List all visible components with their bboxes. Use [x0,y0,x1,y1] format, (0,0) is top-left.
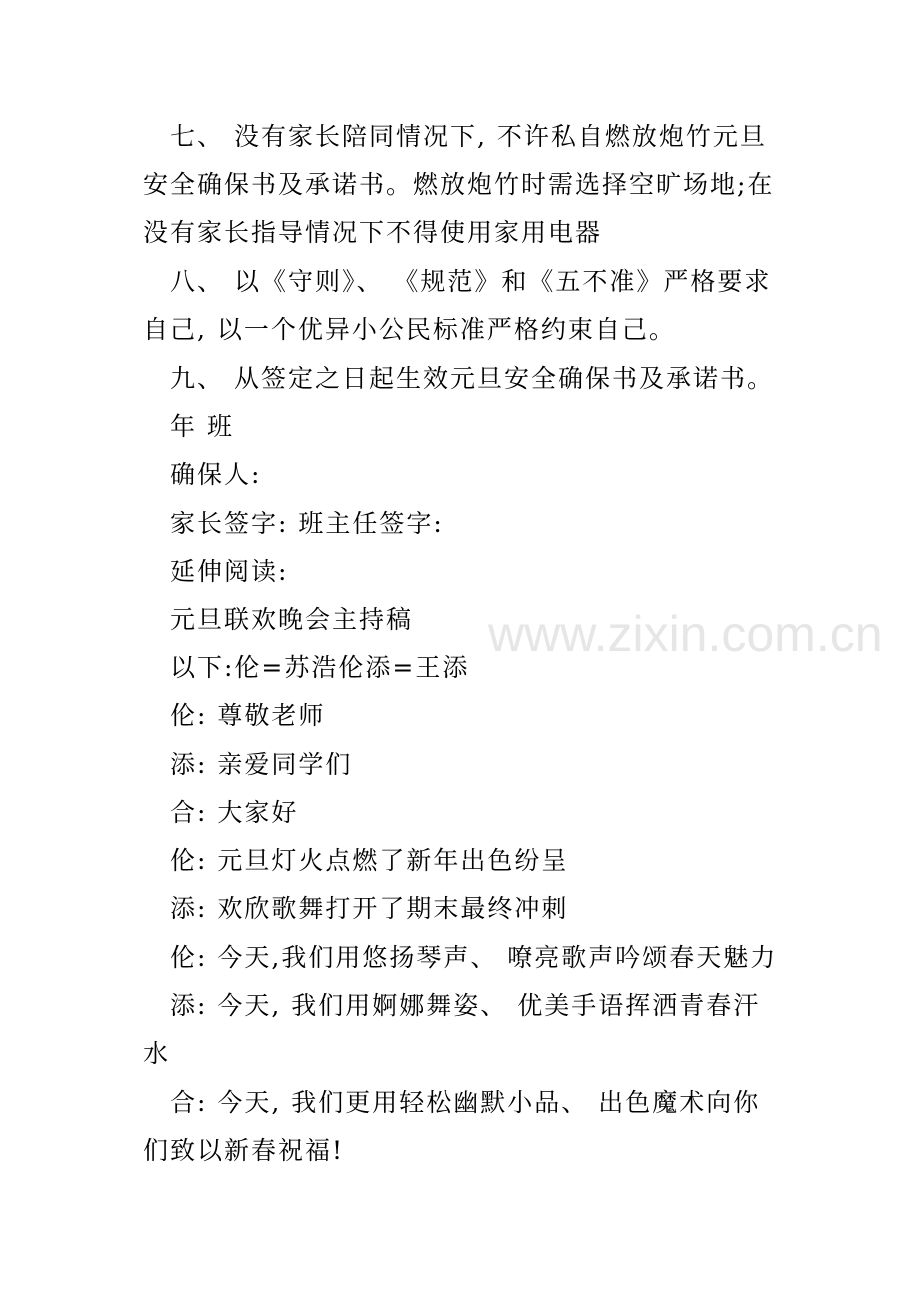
text-line: 以下:伦=苏浩伦添=王添 [170,653,470,682]
text-line: 确保人: [170,460,262,489]
text-line: 安全确保书及承诺书。燃放炮竹时需选择空旷场地;在 [143,170,775,199]
text-line: 伦: 今天,我们用悠扬琴声、 嘹亮歌声吟颂春天魅力 [170,943,778,972]
text-line: 伦: 元旦灯火点燃了新年出色纷呈 [170,846,569,875]
text-line: 合: 大家好 [170,798,299,827]
text-line: 家长签字: 班主任签字: [170,509,444,538]
text-line: 们致以新春祝福! [143,1136,345,1165]
text-line: 年 班 [170,412,234,441]
text-line: 水 [143,1039,171,1068]
text-line: 没有家长指导情况下不得使用家用电器 [143,218,603,247]
text-line: 添: 今天, 我们用婀娜舞姿、 优美手语挥洒青春汗 [170,991,761,1020]
text-line: 自己, 以一个优异小公民标准严格约束自己。 [143,315,676,344]
text-line: 合: 今天, 我们更用轻松幽默小品、 出色魔术向你 [170,1088,761,1117]
text-line: 延伸阅读: [170,557,289,586]
text-line: 九、 从签定之日起生效元旦安全确保书及承诺书。 [170,364,774,393]
text-line: 添: 亲爱同学们 [170,750,353,779]
text-line: 添: 欢欣歌舞打开了期末最终冲刺 [170,894,569,923]
text-line: 七、 没有家长陪同情况下, 不许私自燃放炮竹元旦 [170,122,767,151]
text-line: 元旦联欢晚会主持稿 [170,605,414,634]
text-line: 伦: 尊敬老师 [170,701,326,730]
text-line: 八、 以《守则》、 《规范》和《五不准》严格要求 [170,267,772,296]
watermark: www.zixin.com.cn [488,606,883,662]
